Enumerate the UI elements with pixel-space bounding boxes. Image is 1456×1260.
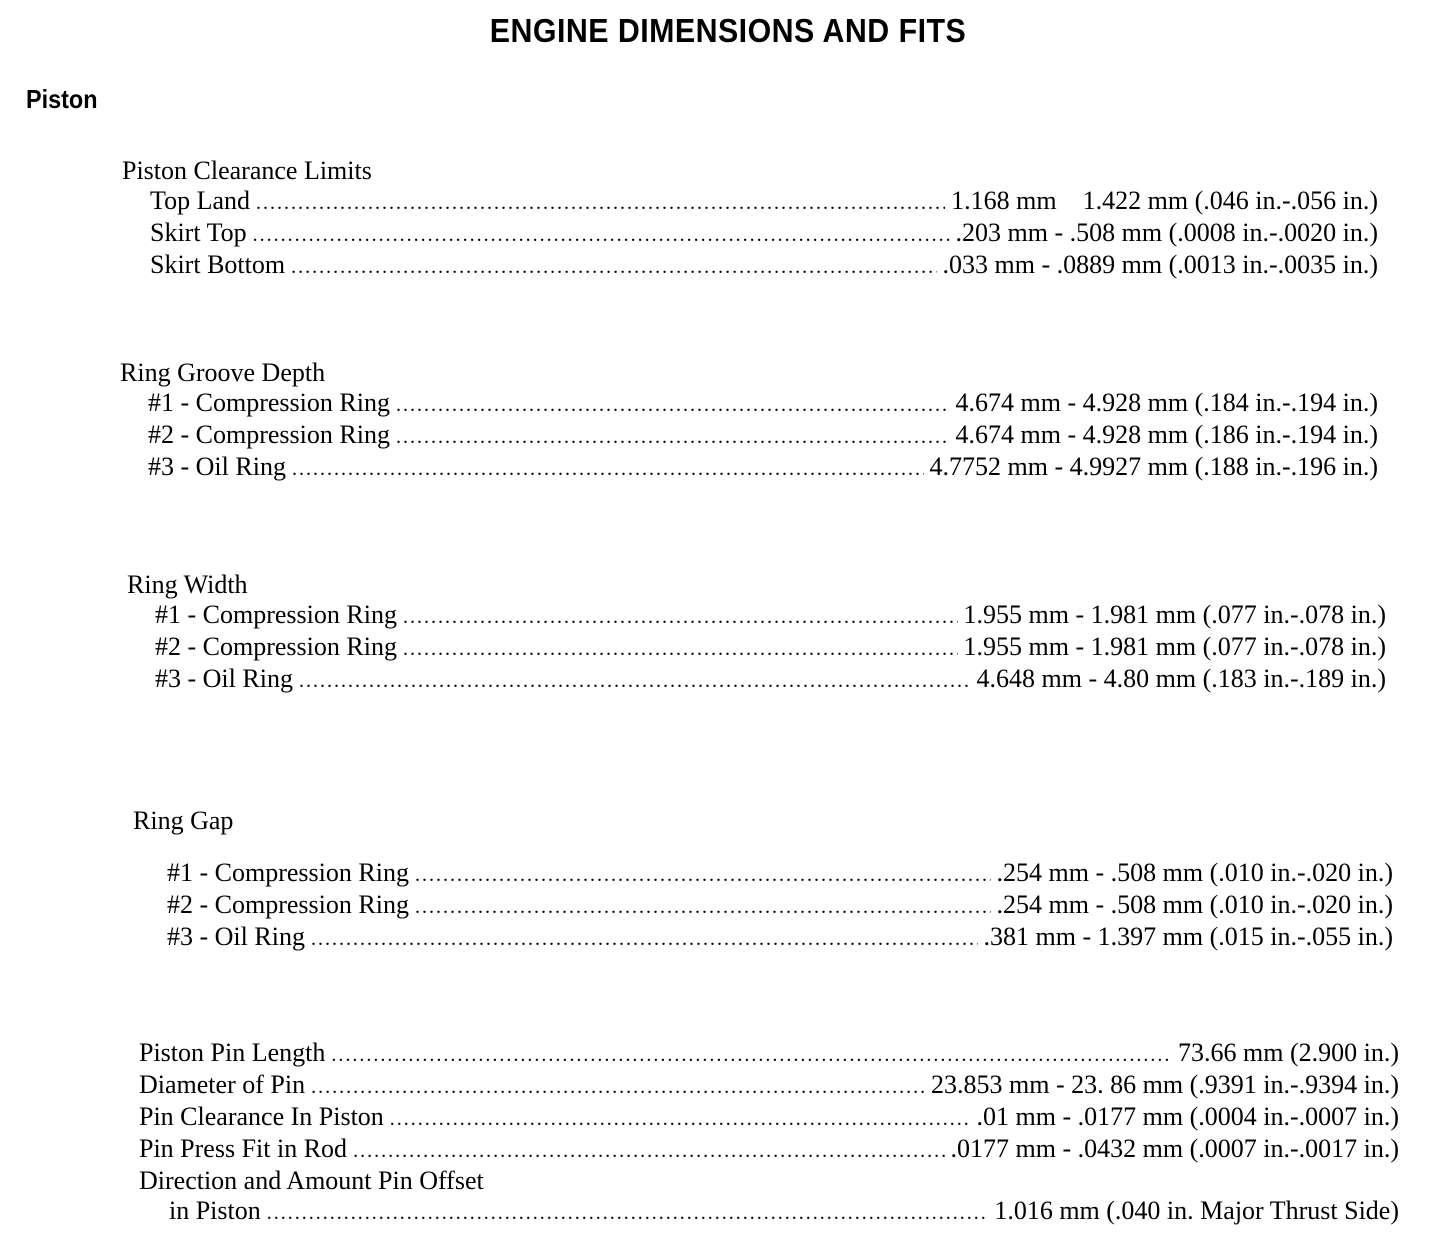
dot-leader	[299, 666, 971, 696]
dot-leader	[331, 1040, 1172, 1070]
spec-label: #1 - Compression Ring	[167, 858, 409, 887]
spec-label: #3 - Oil Ring	[167, 922, 305, 951]
spec-row	[139, 1038, 1399, 1070]
dot-leader	[311, 1072, 925, 1102]
dot-leader	[390, 1104, 971, 1134]
spec-label: #1 - Compression Ring	[148, 388, 390, 417]
spec-label: Piston Pin Length	[139, 1038, 326, 1067]
spec-row	[127, 600, 1386, 632]
spec-value: 23.853 mm - 23. 86 mm (.9391 in.-.9394 in.)	[931, 1070, 1399, 1099]
spec-value: 4.648 mm - 4.80 mm (.183 in.-.189 in.)	[976, 664, 1386, 693]
document-title: ENGINE DIMENSIONS AND FITS	[489, 12, 967, 49]
spec-row	[139, 1134, 1399, 1166]
dot-leader	[253, 220, 950, 250]
spec-label: #2 - Compression Ring	[148, 420, 390, 449]
dot-leader	[403, 602, 958, 632]
spec-value: .381 mm - 1.397 mm (.015 in.-.055 in.)	[983, 922, 1393, 951]
spec-row	[122, 250, 1378, 282]
spec-value: 1.955 mm - 1.981 mm (.077 in.-.078 in.)	[963, 632, 1386, 661]
spec-value: 1.168 mm 1.422 mm (.046 in.-.056 in.)	[951, 186, 1378, 215]
spec-value: 1.016 mm (.040 in. Major Thrust Side)	[994, 1196, 1399, 1225]
group-piston-pin	[139, 1038, 1399, 1228]
spec-row	[120, 388, 1378, 420]
spec-value: .033 mm - .0889 mm (.0013 in.-.0035 in.)	[942, 250, 1378, 279]
dot-leader	[415, 892, 991, 922]
dot-leader	[311, 924, 978, 954]
spec-label: in Piston	[169, 1196, 261, 1225]
spec-label: #3 - Oil Ring	[155, 664, 293, 693]
spec-value: 1.955 mm - 1.981 mm (.077 in.-.078 in.)	[963, 600, 1386, 629]
spec-label: Pin Press Fit in Rod	[139, 1134, 348, 1163]
dot-leader	[353, 1136, 944, 1166]
spec-value: .254 mm - .508 mm (.010 in.-.020 in.)	[996, 858, 1393, 887]
spec-row	[133, 890, 1393, 922]
spec-label: Top Land	[150, 186, 250, 215]
spec-value: .203 mm - .508 mm (.0008 in.-.0020 in.)	[955, 218, 1378, 247]
spec-label: Skirt Bottom	[150, 250, 286, 279]
spec-row	[139, 1196, 1399, 1228]
spec-row	[139, 1070, 1399, 1102]
spec-value: .254 mm - .508 mm (.010 in.-.020 in.)	[996, 890, 1393, 919]
dot-leader	[415, 860, 991, 890]
spec-value: .0177 mm - .0432 mm (.0007 in.-.0017 in.)	[950, 1134, 1399, 1163]
dot-leader	[256, 188, 945, 218]
spec-value: .01 mm - .0177 mm (.0004 in.-.0007 in.)	[976, 1102, 1399, 1131]
spec-row	[133, 922, 1393, 954]
group-heading: Ring Width	[127, 570, 248, 599]
spec-value: 73.66 mm (2.900 in.)	[1178, 1038, 1399, 1067]
section-title-piston: Piston	[26, 84, 98, 114]
dot-leader	[267, 1198, 989, 1228]
group-ring-groove-depth	[120, 358, 1378, 484]
spec-row	[127, 664, 1386, 696]
group-ring-width	[127, 570, 1386, 696]
spec-row	[122, 218, 1378, 250]
spec-row	[120, 420, 1378, 452]
spec-row	[133, 858, 1393, 890]
dot-leader	[403, 634, 958, 664]
spec-value: 4.7752 mm - 4.9927 mm (.188 in.-.196 in.)	[929, 452, 1378, 481]
spec-row	[127, 632, 1386, 664]
dot-leader	[396, 422, 950, 452]
spec-label: Diameter of Pin	[139, 1070, 306, 1099]
group-piston-clearance-limits	[122, 156, 1378, 282]
spec-label: #3 - Oil Ring	[148, 452, 286, 481]
group-heading: Ring Gap	[133, 806, 234, 835]
spec-label: Skirt Top	[150, 218, 247, 247]
spec-label: #1 - Compression Ring	[155, 600, 397, 629]
spec-label: #2 - Compression Ring	[167, 890, 409, 919]
spec-row	[120, 452, 1378, 484]
spec-value: 4.674 mm - 4.928 mm (.186 in.-.194 in.)	[955, 420, 1378, 449]
group-heading: Ring Groove Depth	[120, 358, 326, 387]
spec-label: Pin Clearance In Piston	[139, 1102, 384, 1131]
spec-row	[139, 1102, 1399, 1134]
group-ring-gap	[133, 806, 1393, 954]
group-heading: Piston Clearance Limits	[122, 156, 372, 185]
dot-leader	[291, 252, 936, 282]
dot-leader	[292, 454, 924, 484]
spec-label: #2 - Compression Ring	[155, 632, 397, 661]
dot-leader	[396, 390, 950, 420]
spec-value: 4.674 mm - 4.928 mm (.184 in.-.194 in.)	[955, 388, 1378, 417]
pin-offset-heading: Direction and Amount Pin Offset	[139, 1166, 484, 1195]
spec-row	[122, 186, 1378, 218]
